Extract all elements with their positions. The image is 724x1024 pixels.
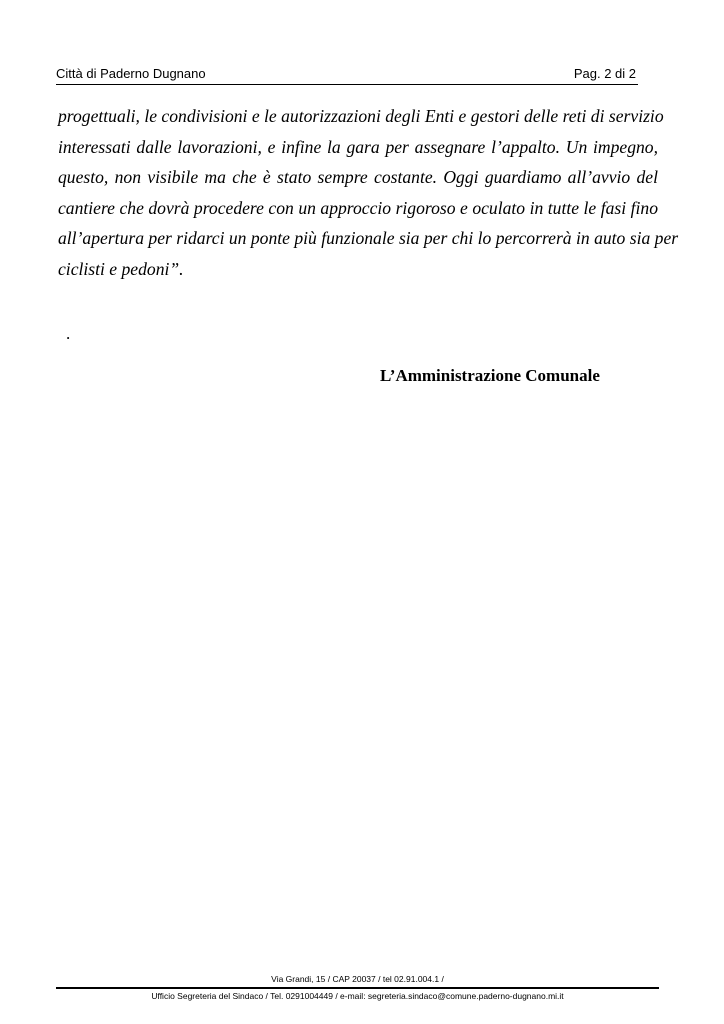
body-line: cantiere che dovrà procedere con un approccio rigoroso e oculato in tutte le fasi fino: [58, 197, 658, 218]
footer-address: Via Grandi, 15 / CAP 20037 / tel 02.91.004.1 /: [56, 973, 659, 989]
page-header: [56, 64, 638, 85]
body-line: all’apertura per ridarci un ponte più funzionale sia per chi lo percorrerà in auto sia per: [58, 228, 679, 249]
footer-contact: Ufficio Segreteria del Sindaco / Tel. 0291004449 / e-mail: segreteria.sindaco@comune.paderno-dugnano.mi.it: [151, 991, 564, 1001]
signature: L’Amministrazione Comunale: [380, 366, 600, 385]
body-line: interessati dalle lavorazioni, e infine la gara per assegnare l’appalto. Un impegno,: [58, 136, 658, 157]
stray-dot: .: [66, 324, 71, 343]
body-line: progettuali, le condivisioni e le autorizzazioni degli Enti e gestori delle reti di servizio: [58, 106, 664, 126]
header-page-number: Pag. 2 di 2: [573, 66, 636, 81]
body-paragraph: [58, 101, 679, 285]
page-footer: [56, 973, 659, 1002]
header-municipality: Città di Paderno Dugnano: [56, 66, 206, 81]
body-line: ciclisti e pedoni”.: [58, 258, 184, 279]
body-line: questo, non visibile ma che è stato sempre costante. Oggi guardiamo all’avvio del: [58, 167, 658, 188]
